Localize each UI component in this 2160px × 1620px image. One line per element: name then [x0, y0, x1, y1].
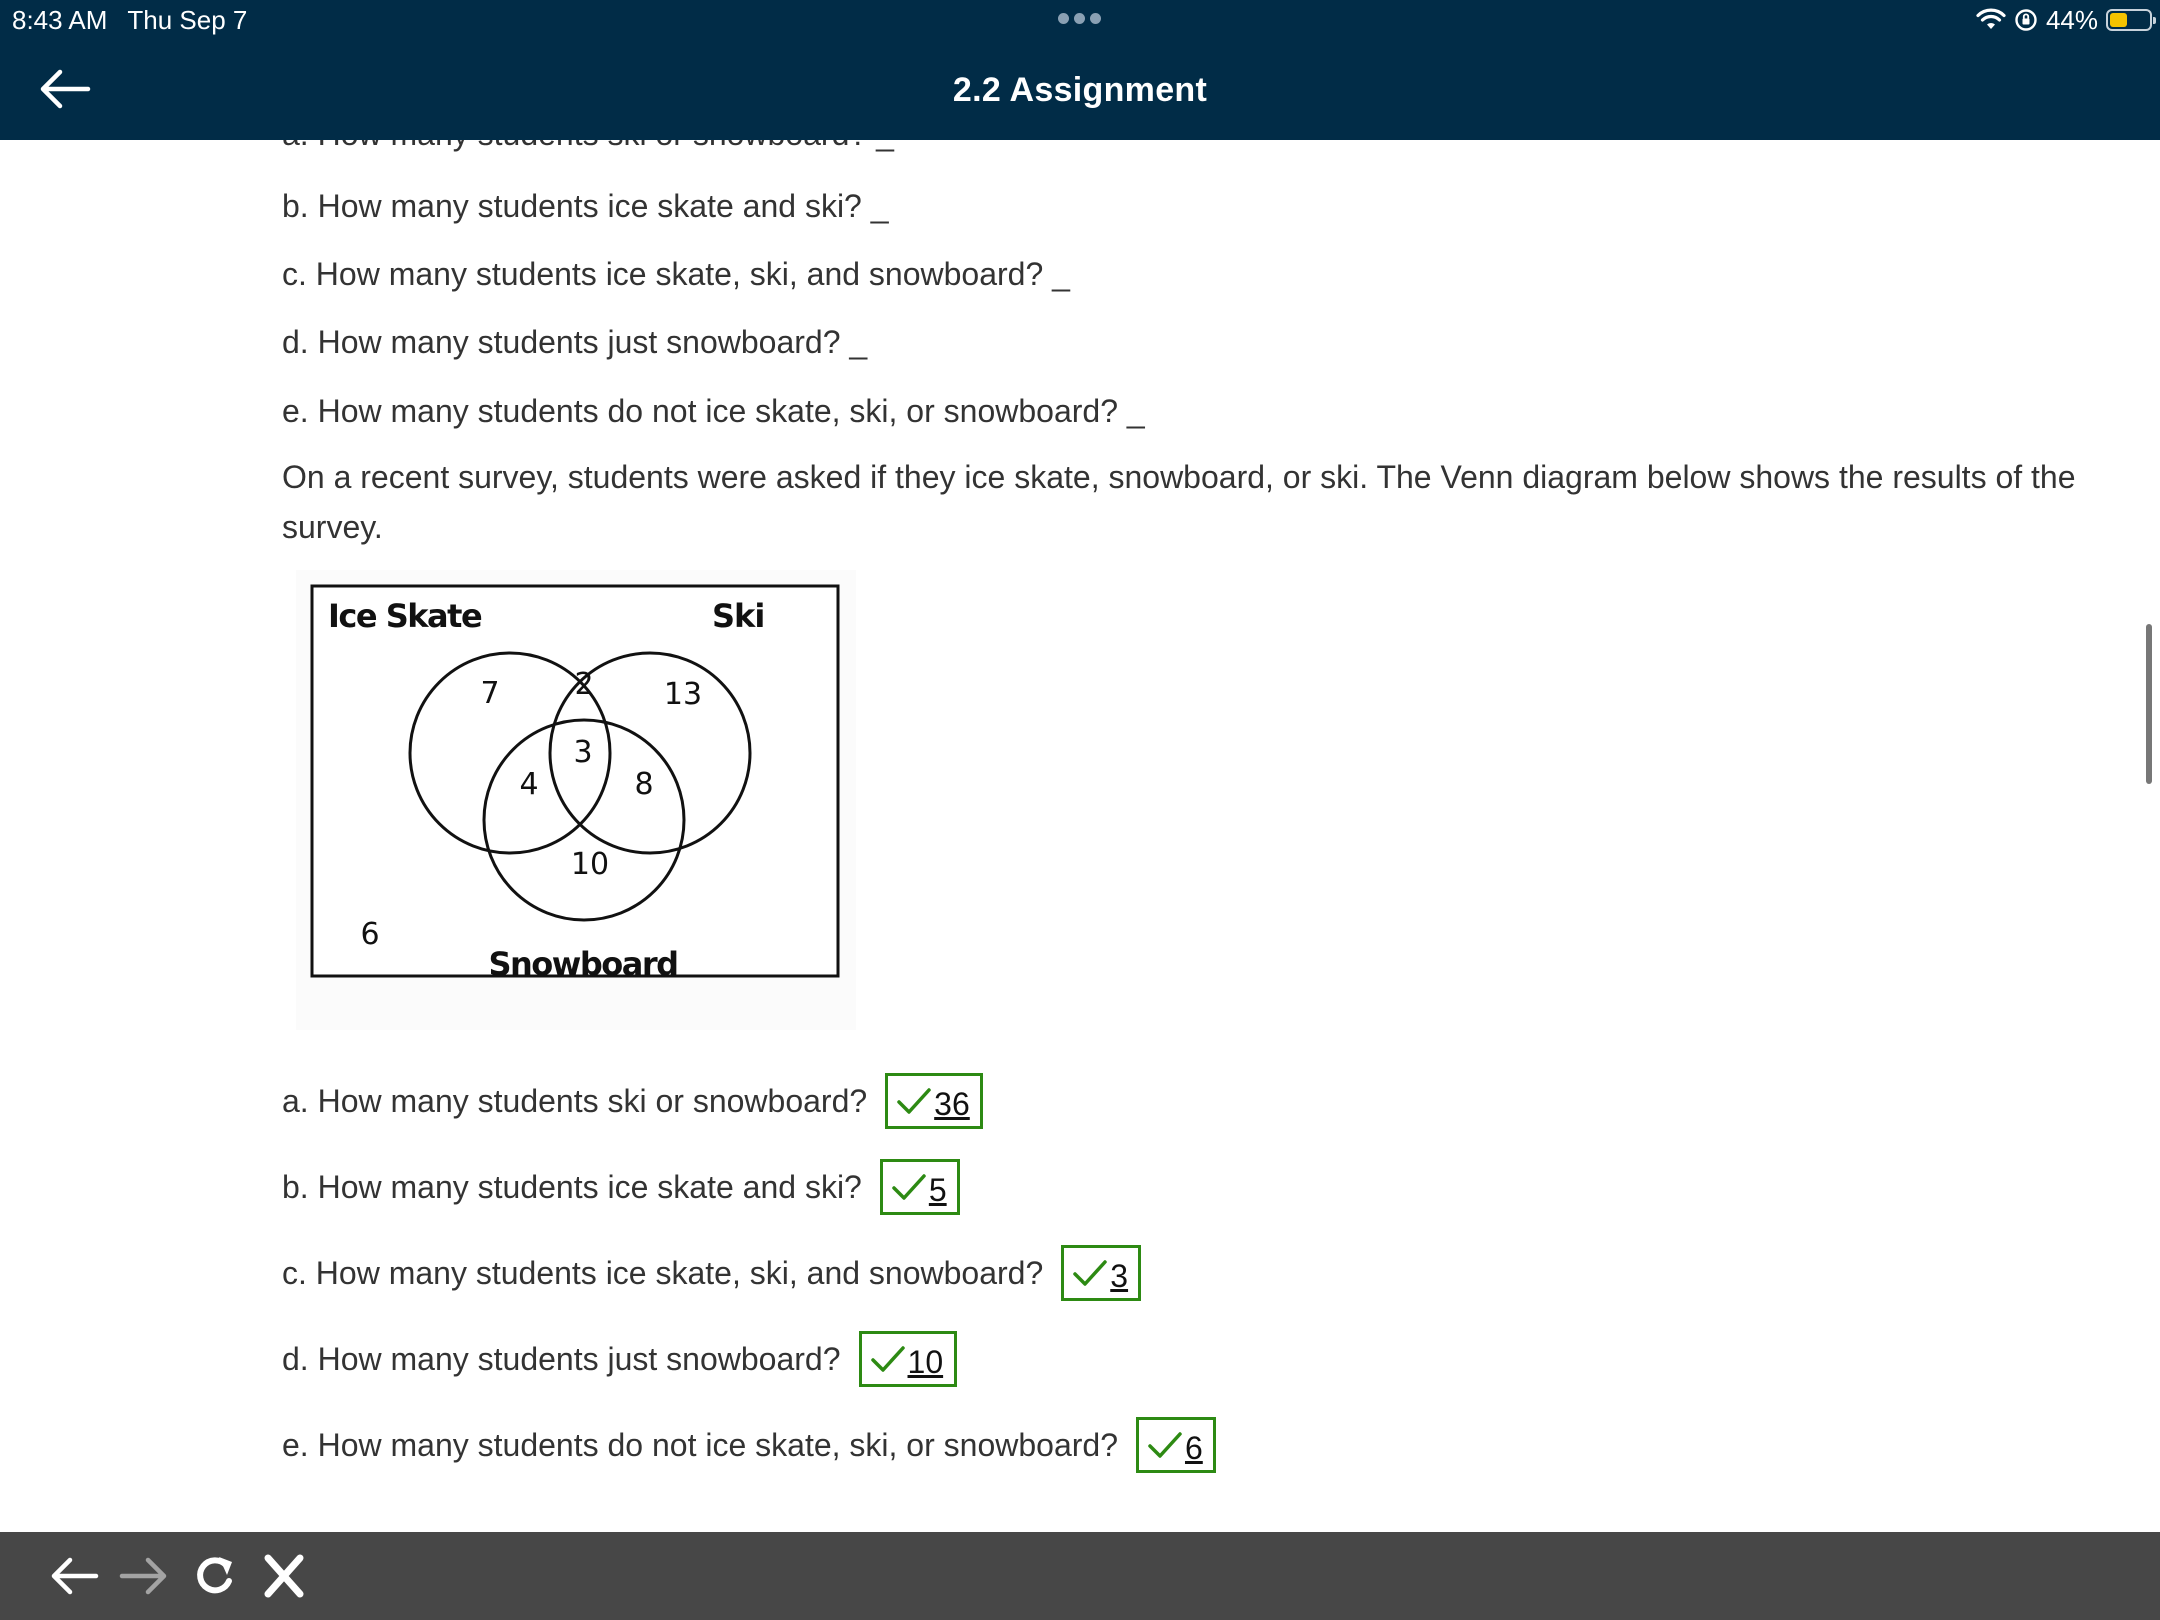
answer-value: 6: [1184, 1430, 1203, 1466]
ski-label: Ski: [712, 597, 765, 635]
answer-value: 36: [934, 1086, 970, 1122]
battery-percent: 44%: [2045, 4, 2098, 35]
ice-skate-label: Ice Skate: [328, 597, 482, 635]
question-text: e. How many students do not ice skate, ski, or snowboard? _: [282, 393, 1145, 429]
answer-question: e. How many students do not ice skate, ski, or snowboard?: [282, 1426, 1118, 1463]
answer-box-correct[interactable]: [880, 1159, 960, 1215]
answer-question: a. How many students ski or snowboard?: [282, 1082, 868, 1119]
answer-row-b: [282, 1155, 960, 1219]
checkmark-icon: [896, 1086, 932, 1116]
question-text: c. How many students ice skate, ski, and snowboard? _: [282, 256, 1070, 292]
region-ice-skate-ski: 2: [574, 667, 594, 702]
checkmark-icon: [870, 1344, 906, 1374]
bottom-toolbar: [0, 1532, 2160, 1620]
answer-box-correct[interactable]: [885, 1073, 983, 1129]
answer-box-correct[interactable]: [859, 1331, 957, 1387]
answer-row-d: [282, 1327, 957, 1391]
top-bar: [0, 0, 2160, 140]
snowboard-label: Snowboard: [488, 945, 678, 983]
answer-box-correct[interactable]: [1136, 1417, 1216, 1473]
forward-arrow-icon[interactable]: [116, 1550, 172, 1602]
answer-value: 5: [928, 1172, 947, 1208]
back-arrow-icon[interactable]: [46, 1550, 102, 1602]
close-icon[interactable]: [256, 1550, 312, 1602]
region-snowboard-only: 10: [570, 847, 610, 882]
region-ski-snowboard: 8: [634, 767, 654, 802]
reload-icon[interactable]: [186, 1550, 242, 1602]
answer-row-c: [282, 1241, 1141, 1305]
answer-value: 3: [1110, 1258, 1129, 1294]
battery-icon: [2106, 9, 2152, 31]
region-ice-skate-snowboard: 4: [519, 767, 539, 802]
answer-question: b. How many students ice skate and ski?: [282, 1168, 862, 1205]
wifi-icon: [1976, 8, 2006, 32]
survey-intro-text: On a recent survey, students were asked if they ice skate, snowboard, or ski. The Venn diagram below shows the results of the survey.: [282, 459, 2076, 545]
answer-box-correct[interactable]: [1061, 1245, 1141, 1301]
status-time-date: [12, 4, 247, 36]
page-title: 2.2 Assignment: [952, 71, 1208, 109]
region-none: 6: [360, 917, 380, 952]
question-text: b. How many students ice skate and ski? _: [282, 188, 889, 224]
answer-row-e: [282, 1413, 1216, 1477]
scrollbar-thumb[interactable]: [2146, 624, 2152, 784]
status-indicators: [1968, 4, 2152, 36]
multitasking-dots-icon[interactable]: [1058, 13, 1102, 25]
battery-level-fill: [2110, 13, 2127, 27]
checkmark-icon: [891, 1172, 927, 1202]
checkmark-icon: [1147, 1430, 1183, 1460]
region-ice-skate-only: 7: [480, 676, 500, 711]
region-all-three: 3: [573, 735, 593, 770]
question-text: d. How many students just snowboard? _: [282, 324, 868, 360]
answer-question: c. How many students ice skate, ski, and snowboard?: [282, 1254, 1044, 1291]
answer-value: 10: [907, 1344, 944, 1380]
orientation-lock-icon: [2014, 8, 2038, 32]
answer-question: d. How many students just snowboard?: [282, 1340, 841, 1377]
checkmark-icon: [1072, 1258, 1108, 1288]
status-time: 8:43 AM: [12, 5, 108, 35]
region-ski-only: 13: [663, 677, 703, 712]
assignment-content[interactable]: [0, 140, 2160, 1532]
status-date: Thu Sep 7: [127, 5, 248, 35]
answer-row-a: [282, 1069, 983, 1133]
venn-diagram: [296, 570, 856, 1030]
